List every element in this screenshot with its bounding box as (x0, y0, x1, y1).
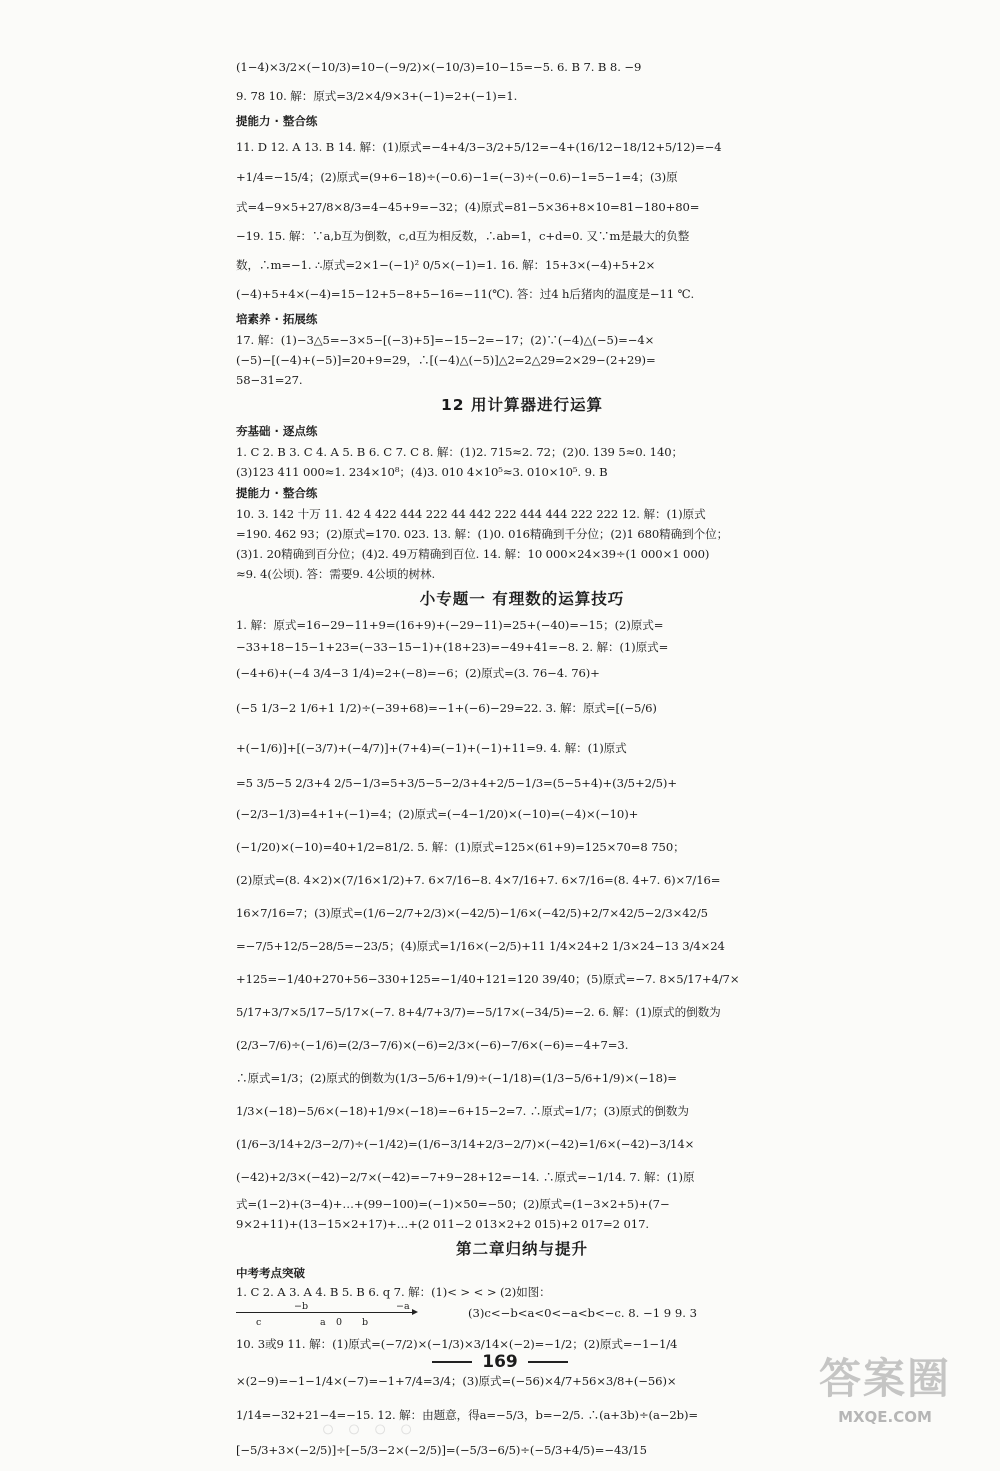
text-line: [−5/3+3×(−2/5)]÷[−5/3−2×(−2/5)]=(−5/3−6/5)÷(−5/3+4/5)=−43/15 (236, 1443, 647, 1457)
text-line: (−42)+2/3×(−42)−2/7×(−42)=−7+9−28+12=−14. ∴原式=−1/14. 7. 解：(1)原 (236, 1170, 695, 1184)
block-7 (236, 1282, 808, 1302)
text-line: =−7/5+12/5−28/5=−23/5；(4)原式=1/16×(−2/5)+11 1/4×24+2 1/3×24−13 3/4×24 (236, 939, 725, 953)
block-5 (236, 504, 808, 584)
block-3 (236, 330, 808, 390)
text-line: =190. 462 93；(2)原式=170. 023. 13. 解：(1)0. 016精确到千分位；(2)1 680精确到个位； (236, 527, 729, 541)
text-line: 式=4−9×5+27/8×8/3=4−45+9=−32；(4)原式=81−5×36+8×10=81−180+80= (236, 200, 700, 214)
text-line: 5/17+3/7×5/17−5/17×(−7. 8+4/7+3/7)=−5/17×(−34/5)=−2. 6. 解：(1)原式的倒数为 (236, 1005, 721, 1019)
text-line: 1. C 2. B 3. C 4. A 5. B 6. C 7. C 8. 解：(1)2. 715≈2. 72；(2)0. 139 5≈0. 140； (236, 445, 684, 459)
text-line: −19. 15. 解：∵a,b互为倒数，c,d互为相反数，∴ab=1，c+d=0. 又∵m是最大的负整 (236, 229, 690, 243)
text-line: (−2/3−1/3)=4+1+(−1)=4；(2)原式=(−4−1/20)×(−10)=(−4)×(−10)+ (236, 807, 639, 821)
text-line: (3)1. 20精确到百分位；(4)2. 49万精确到百位. 14. 解：10 000×24×39÷(1 000×1 000) (236, 547, 710, 561)
block-6 (236, 614, 808, 1234)
text-line: (2/3−7/6)÷(−1/6)=(2/3−7/6)×(−6)=2/3×(−6)−7/6×(−6)=−4+7=3. (236, 1038, 629, 1052)
text-line: 9. 78 10. 解：原式=3/2×4/9×3+(−1)=2+(−1)=1. (236, 89, 518, 103)
section-subheading: 夯基础 · 逐点练 (236, 424, 318, 438)
text-line: 10. 3. 142 十万 11. 42 4 422 444 222 44 442 222 444 444 222 222 12. 解：(1)原式 (236, 507, 706, 521)
watermark-url: MXQE.COM (838, 1408, 932, 1426)
text-line: (−5 1/3−2 1/6+1 1/2)÷(−39+68)=−1+(−6)−29=22. 3. 解：原式=[(−5/6) (236, 701, 657, 715)
number-line-label: a (320, 1317, 326, 1328)
page-number-text: 169 (482, 1352, 518, 1372)
block-4 (236, 442, 808, 482)
block-1 (236, 52, 808, 110)
number-line-label: −a (396, 1301, 410, 1312)
text-line: ×(2−9)=−1−1/4×(−7)=−1+7/4=3/4；(3)原式=(−56)×4/7+56×3/8+(−56)× (236, 1374, 677, 1388)
faded-stamp: ◦◦◦◦ (318, 1411, 423, 1451)
section-heading: 12 用计算器进行运算 (441, 396, 603, 414)
section-subheading: 中考考点突破 (236, 1266, 305, 1280)
text-line: (2)原式=(8. 4×2)×(7/16×1/2)+7. 6×7/16−8. 4×7/16+7. 6×7/16=(8. 4+7. 6)×7/16= (236, 873, 721, 887)
text-line: 17. 解：(1)−3△5=−3×5−[(−3)+5]=−15−2=−17；(2)∵(−4)△(−5)=−4× (236, 333, 655, 347)
text-line: ≈9. 4(公顷). 答：需要9. 4公顷的树林. (236, 567, 436, 581)
text-line: 1/14=−32+21−4=−15. 12. 解：由题意，得a=−5/3，b=−2/5. ∴(a+3b)÷(a−2b)= (236, 1408, 699, 1422)
text-line: (−5)−[(−4)+(−5)]=20+9=29，∴[(−4)△(−5)]△2=2△29=2×29−(2+29)= (236, 353, 656, 367)
answer-page (236, 52, 808, 1468)
number-line-label: −b (294, 1301, 309, 1312)
text-line: 1. C 2. A 3. A 4. B 5. B 6. q 7. 解：(1)< > < > (2)如图： (236, 1285, 551, 1299)
section-heading: 小专题一 有理数的运算技巧 (419, 590, 625, 608)
number-line-label: b (362, 1317, 369, 1328)
watermark-logo-text: 答案圈 (818, 1354, 951, 1403)
section-subheading: 培素养 · 拓展练 (236, 312, 318, 326)
text-line: 16×7/16=7；(3)原式=(1/6−2/7+2/3)×(−42/5)−1/6×(−42/5)+2/7×42/5−2/3×42/5 (236, 906, 708, 920)
section-heading: 第二章归纳与提升 (455, 1240, 588, 1258)
text-line: 58−31=27. (236, 373, 303, 387)
number-line-row (236, 1301, 808, 1328)
text-line: =5 3/5−5 2/3+4 2/5−1/3=5+3/5−5−2/3+4+2/5−1/3=(5−5+4)+(3/5+2/5)+ (236, 776, 677, 790)
text-line: (1−4)×3/2×(−10/3)=10−(−9/2)×(−10/3)=10−15=−5. 6. B 7. B 8. −9 (236, 60, 642, 74)
text-line: ∴原式=1/3；(2)原式的倒数为(1/3−5/6+1/9)÷(−1/18)=(1/3−5/6+1/9)×(−18)= (236, 1071, 677, 1085)
text-line: +1/4=−15/4；(2)原式=(9+6−18)÷(−0.6)−1=(−3)÷(−0.6)−1=5−1=4；(3)原 (236, 170, 678, 184)
text-line: +125=−1/40+270+56−330+125=−1/40+121=120 39/40；(5)原式=−7. 8×5/17+4/7× (236, 972, 740, 986)
text-line: (−4+6)+(−4 3/4−3 1/4)=2+(−8)=−6；(2)原式=(3. 76−4. 76)+ (236, 666, 600, 680)
text-line: (3)c<−b<a<0<−a<b<−c. 8. −1 9 9. 3 (468, 1306, 697, 1320)
text-line: (3)123 411 000≈1. 234×10⁸；(4)3. 010 4×10⁵≈3. 010×10⁵. 9. B (236, 465, 608, 479)
text-line: (−1/20)×(−10)=40+1/2=81/2. 5. 解：(1)原式=125×(61+9)=125×70=8 750； (236, 840, 685, 854)
text-line: 1. 解：原式=16−29−11+9=(16+9)+(−29−11)=25+(−40)=−15；(2)原式= (236, 618, 664, 632)
text-line: (−4)+5+4×(−4)=15−12+5−8+5−16=−11(℃). 答：过4 h后猪肉的温度是−11 ℃. (236, 287, 695, 301)
number-line-label: c (256, 1317, 262, 1328)
text-line: 1/3×(−18)−5/6×(−18)+1/9×(−18)=−6+15−2=7. ∴原式=1/7；(3)原式的倒数为 (236, 1104, 689, 1118)
text-line: 11. D 12. A 13. B 14. 解：(1)原式=−4+4/3−3/2+5/12=−4+(16/12−18/12+5/12)=−4 (236, 140, 722, 154)
page-number-dash (528, 1361, 568, 1363)
section-subheading: 提能力 · 整合练 (236, 486, 318, 500)
number-line-label: 0 (336, 1317, 343, 1328)
text-line: 式=(1−2)+(3−4)+…+(99−100)=(−1)×50=−50；(2)原式=(1−3×2+5)+(7− (236, 1197, 670, 1211)
text-line: (1/6−3/14+2/3−2/7)÷(−1/42)=(1/6−3/14+2/3−2/7)×(−42)=1/6×(−42)−3/14× (236, 1137, 695, 1151)
block-2 (236, 132, 808, 308)
number-line-axis (236, 1312, 416, 1313)
text-line: 数，∴m=−1. ∴原式=2×1−(−1)² 0/5×(−1)=1. 16. 解：15+3×(−4)+5+2× (236, 258, 656, 272)
watermark-logo (810, 1346, 960, 1441)
text-line: −33+18−15−1+23=(−33−15−1)+(18+23)=−49+41=−8. 2. 解：(1)原式= (236, 640, 669, 654)
text-line: 9×2+11)+(13−15×2+17)+…+(2 011−2 013×2+2 015)+2 017=2 017. (236, 1217, 649, 1231)
text-line: 10. 3或9 11. 解：(1)原式=(−7/2)×(−1/3)×3/14×(−2)=−1/2；(2)原式=−1−1/4 (236, 1337, 678, 1351)
text-line: +(−1/6)]+[(−3/7)+(−4/7)]+(7+4)=(−1)+(−1)+11=9. 4. 解：(1)原式 (236, 741, 627, 755)
section-subheading: 提能力 · 整合练 (236, 114, 318, 128)
page-number-dash (432, 1361, 472, 1363)
